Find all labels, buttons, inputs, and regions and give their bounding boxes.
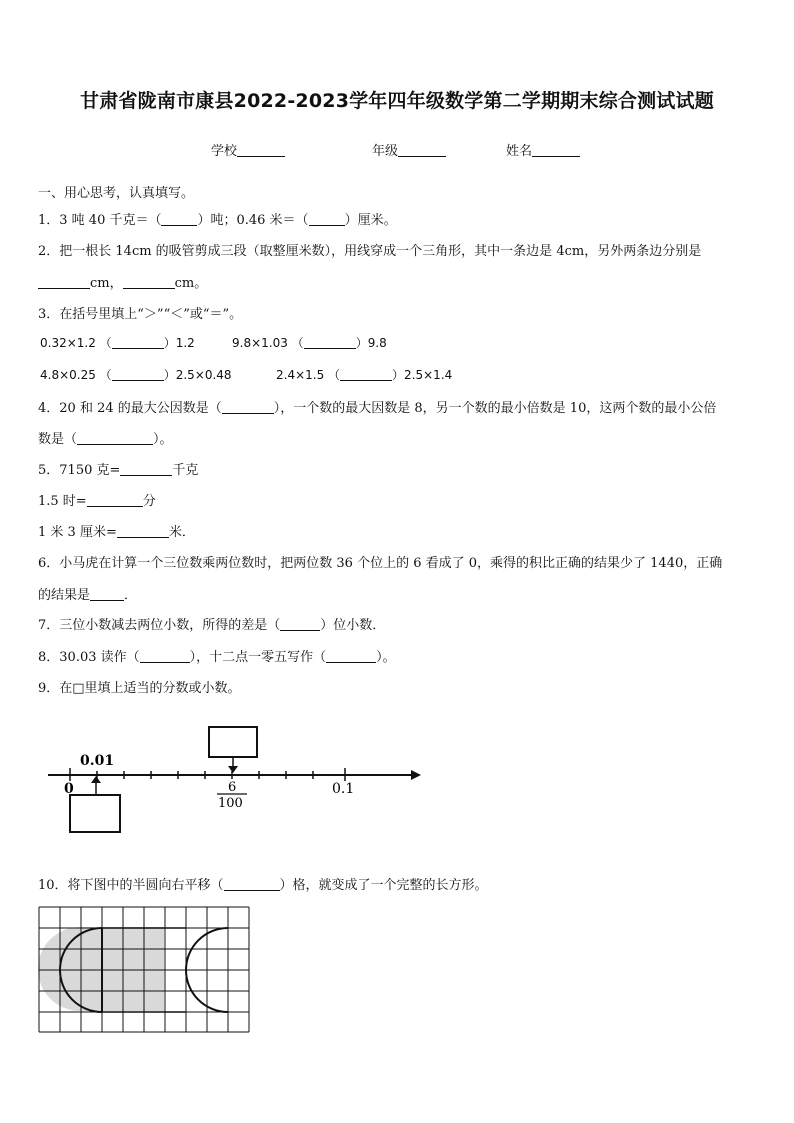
- question-2-cont: cm， cm。: [38, 272, 207, 291]
- answer-blank[interactable]: [309, 213, 345, 226]
- answer-box-bottom[interactable]: [70, 795, 120, 832]
- question-5: 5．7150 克= 千克: [38, 463, 199, 478]
- answer-blank[interactable]: [340, 368, 392, 381]
- question-10: 10．将下图中的半圆向右平移（ ）格，就变成了一个完整的长方形。: [38, 878, 488, 893]
- answer-blank[interactable]: [90, 588, 124, 601]
- section-heading: 一、用心思考，认真填写。: [38, 186, 195, 201]
- school-blank[interactable]: [237, 143, 285, 157]
- fraction-numerator: 6: [228, 780, 237, 795]
- question-1: 1．3 吨 40 千克＝（ ）吨；0.46 米＝（ ）厘米。: [38, 213, 397, 228]
- grid-figure: [38, 906, 252, 1034]
- question-5c: 1 米 3 厘米= 米．: [38, 525, 195, 540]
- answer-blank[interactable]: [161, 213, 197, 226]
- question-4: 4．20 和 24 的最大公因数是（ ），一个数的最大因数是 8，另一个数的最小倍数是 10，这两个数的最小公倍: [38, 401, 717, 416]
- question-6: 6．小马虎在计算一个三位数乘两位数时，把两位数 36 个位上的 6 看成了 0，乘得的积比正确的结果少了 1440，正确: [38, 556, 723, 571]
- question-2: 2．把一根长 14cm 的吸管剪成三段（取整厘米数），用线穿成一个三角形，其中一条边是 4cm，另外两条边分别是: [38, 244, 702, 259]
- page-title: 甘肃省陇南市康县2022-2023学年四年级数学第二学期期末综合测试试题: [80, 90, 714, 112]
- answer-blank[interactable]: [222, 401, 274, 414]
- label-0: 0: [64, 781, 74, 797]
- answer-blank[interactable]: [87, 494, 143, 507]
- answer-blank[interactable]: [112, 368, 164, 381]
- question-6-cont: 的结果是 ．: [38, 588, 138, 603]
- name-field[interactable]: [506, 140, 580, 159]
- name-label: 姓名: [506, 144, 533, 159]
- answer-blank[interactable]: [120, 463, 172, 476]
- label-0-1: 0.1: [332, 781, 355, 797]
- grade-blank[interactable]: [398, 143, 446, 157]
- grade-field[interactable]: [372, 140, 446, 159]
- question-3: 3．在括号里填上“＞”“＜”或“＝”。: [38, 307, 243, 322]
- answer-blank[interactable]: [140, 650, 190, 663]
- compare-1: 0.32×1.2 （ ）1.2: [40, 336, 195, 350]
- answer-blank[interactable]: [326, 650, 376, 663]
- compare-2: 9.8×1.03 （ ）9.8: [232, 336, 387, 350]
- answer-blank[interactable]: [123, 276, 175, 289]
- answer-box-top[interactable]: [209, 727, 257, 757]
- number-line-figure: [0, 715, 460, 840]
- question-9: 9．在□里填上适当的分数或小数。: [38, 681, 241, 696]
- question-8: 8．30.03 读作（ ），十二点一零五写作（ ）。: [38, 650, 396, 665]
- compare-3: 4.8×0.25 （ ）2.5×0.48: [40, 368, 232, 382]
- answer-blank[interactable]: [117, 525, 169, 538]
- answer-blank[interactable]: [77, 432, 153, 445]
- answer-blank[interactable]: [224, 878, 280, 891]
- compare-4: 2.4×1.5 （ ）2.5×1.4: [276, 368, 453, 382]
- answer-blank[interactable]: [304, 336, 356, 349]
- grid-lines: [39, 907, 249, 1032]
- answer-blank[interactable]: [112, 336, 164, 349]
- label-0-01: 0.01: [80, 753, 115, 769]
- grade-label: 年级: [372, 144, 399, 159]
- question-4-cont: 数是（ ）。: [38, 432, 173, 447]
- question-5b: 1.5 时= 分: [38, 494, 156, 509]
- school-field[interactable]: [211, 140, 285, 159]
- question-7: 7．三位小数减去两位小数，所得的差是（ ）位小数．: [38, 618, 386, 633]
- answer-blank[interactable]: [280, 618, 320, 631]
- answer-blank[interactable]: [38, 276, 90, 289]
- name-blank[interactable]: [532, 143, 580, 157]
- school-label: 学校: [211, 144, 238, 159]
- fraction-denominator: 100: [218, 796, 243, 811]
